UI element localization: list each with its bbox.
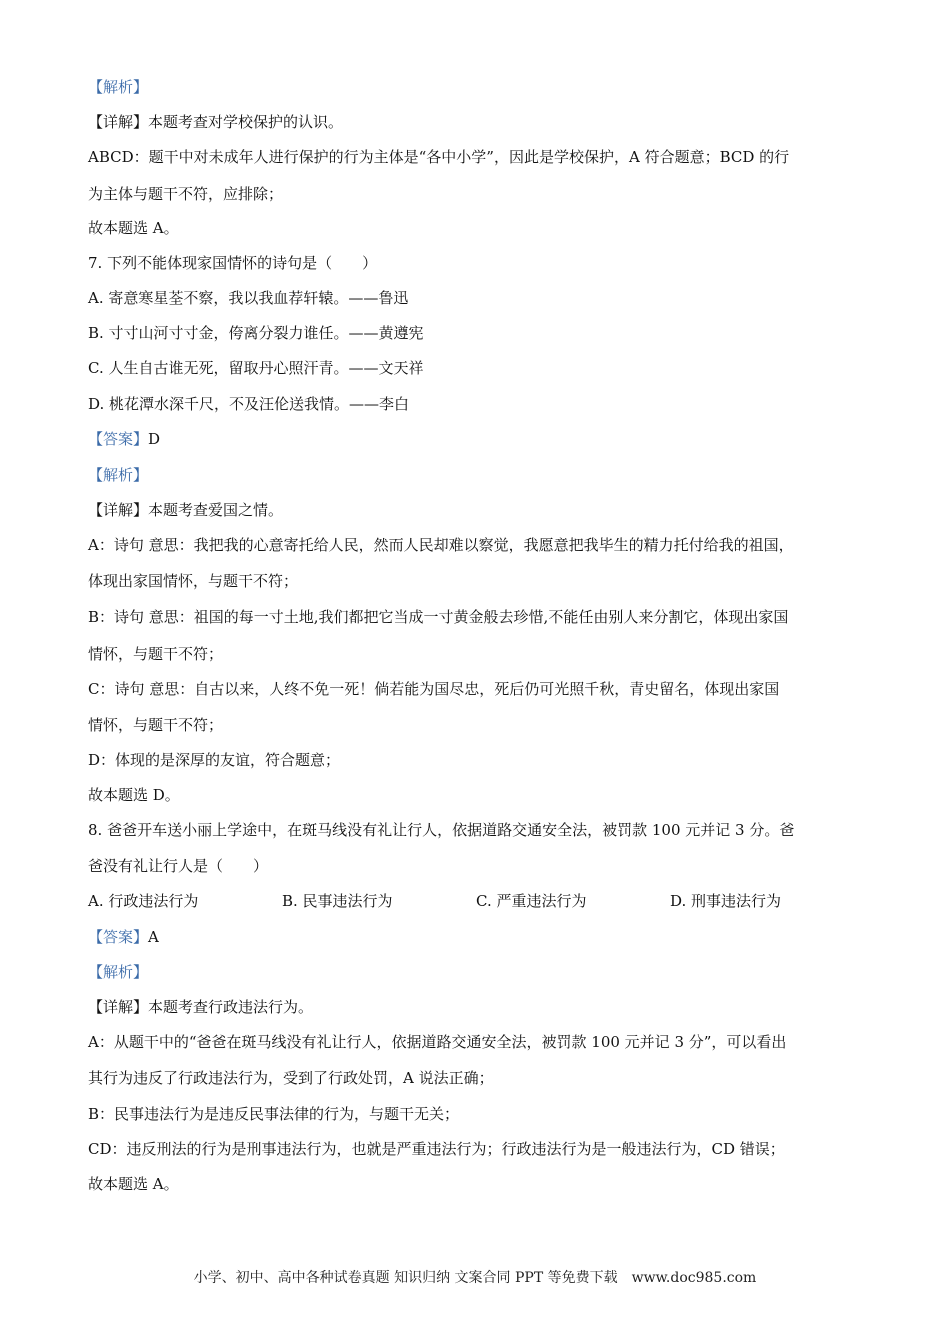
conclusion-text: 故本题选 D。 [88, 786, 180, 804]
option-b: B. 寸寸山河寸寸金，侉离分裂力谁任。——黄遵宪 [88, 324, 424, 342]
option-a: A. 寄意寒星荃不察，我以我血荐轩辕。——鲁迅 [88, 289, 409, 307]
analysis-text: 情怀，与题干不符； [88, 716, 224, 734]
answer-value: A [148, 928, 159, 946]
analysis-text: CD：违反刑法的行为是刑事违法行为，也就是严重违法行为；行政违法行为是一般违法行为，CD 错误； [88, 1140, 785, 1158]
analysis-text: A：从题干中的“爸爸在斑马线没有礼让行人，依据道路交通安全法，被罚款 100 元并记 3 分”，可以看出 [88, 1033, 787, 1051]
answer-tag: 【答案】 [88, 928, 149, 946]
answer-line [88, 429, 878, 449]
question-stem: 爸没有礼让行人是（ ） [88, 857, 269, 875]
analysis-tag: 【解析】 [88, 466, 149, 484]
analysis-tag: 【解析】 [88, 78, 149, 96]
question-stem: 8. 爸爸开车送小丽上学途中，在斑马线没有礼让行人，依据道路交通安全法，被罚款 100 元并记 3 分。爸 [88, 821, 795, 839]
detail-text: 【详解】本题考查行政违法行为。 [88, 998, 314, 1016]
answer-value: D [148, 430, 161, 448]
analysis-text: 情怀，与题干不符； [88, 645, 224, 663]
detail-text: 【详解】本题考查爱国之情。 [88, 501, 284, 519]
option-c: C. 人生自古谁无死，留取丹心照汗青。——文天祥 [88, 359, 424, 377]
option-d: D. 刑事违法行为 [670, 892, 782, 910]
options-row [88, 891, 878, 911]
option-b: B. 民事违法行为 [282, 892, 393, 910]
answer-tag: 【答案】 [88, 430, 149, 448]
analysis-text: 其行为违反了行政违法行为，受到了行政处罚，A 说法正确； [88, 1069, 494, 1087]
option-d: D. 桃花潭水深千尺，不及汪伦送我情。——李白 [88, 395, 410, 413]
answer-line [88, 927, 878, 947]
conclusion-text: 故本题选 A。 [88, 1175, 179, 1193]
conclusion-text: 故本题选 A。 [88, 219, 179, 237]
analysis-text: 体现出家国情怀，与题干不符； [88, 572, 299, 590]
analysis-text: ABCD：题干中对未成年人进行保护的行为主体是“各中小学”，因此是学校保护，A 符合题意；BCD 的行 [88, 148, 790, 166]
analysis-text: B：诗句 意思：祖国的每一寸土地,我们都把它当成一寸黄金般去珍惜,不能任由别人来分割它，体现出家国 [88, 608, 789, 626]
analysis-text: D：体现的是深厚的友谊，符合题意； [88, 751, 341, 769]
analysis-text: B：民事违法行为是违反民事法律的行为，与题干无关； [88, 1105, 460, 1123]
page-footer: 小学、初中、高中各种试卷真题 知识归纳 文案合同 PPT 等免费下载 www.doc985.com [193, 1270, 757, 1286]
analysis-text: C：诗句 意思：自古以来，人终不免一死！倘若能为国尽忠，死后仍可光照千秋，青史留名，体现出家国 [88, 680, 780, 698]
question-stem: 7. 下列不能体现家国情怀的诗句是（ ） [88, 254, 378, 272]
detail-text: 【详解】本题考查对学校保护的认识。 [88, 113, 344, 131]
analysis-text: A：诗句 意思：我把我的心意寄托给人民，然而人民却难以察觉，我愿意把我毕生的精力托付给我的祖国， [88, 536, 794, 554]
analysis-text: 为主体与题干不符，应排除； [88, 185, 284, 203]
option-a: A. 行政违法行为 [88, 892, 199, 910]
option-c: C. 严重违法行为 [476, 892, 587, 910]
analysis-tag: 【解析】 [88, 963, 149, 981]
